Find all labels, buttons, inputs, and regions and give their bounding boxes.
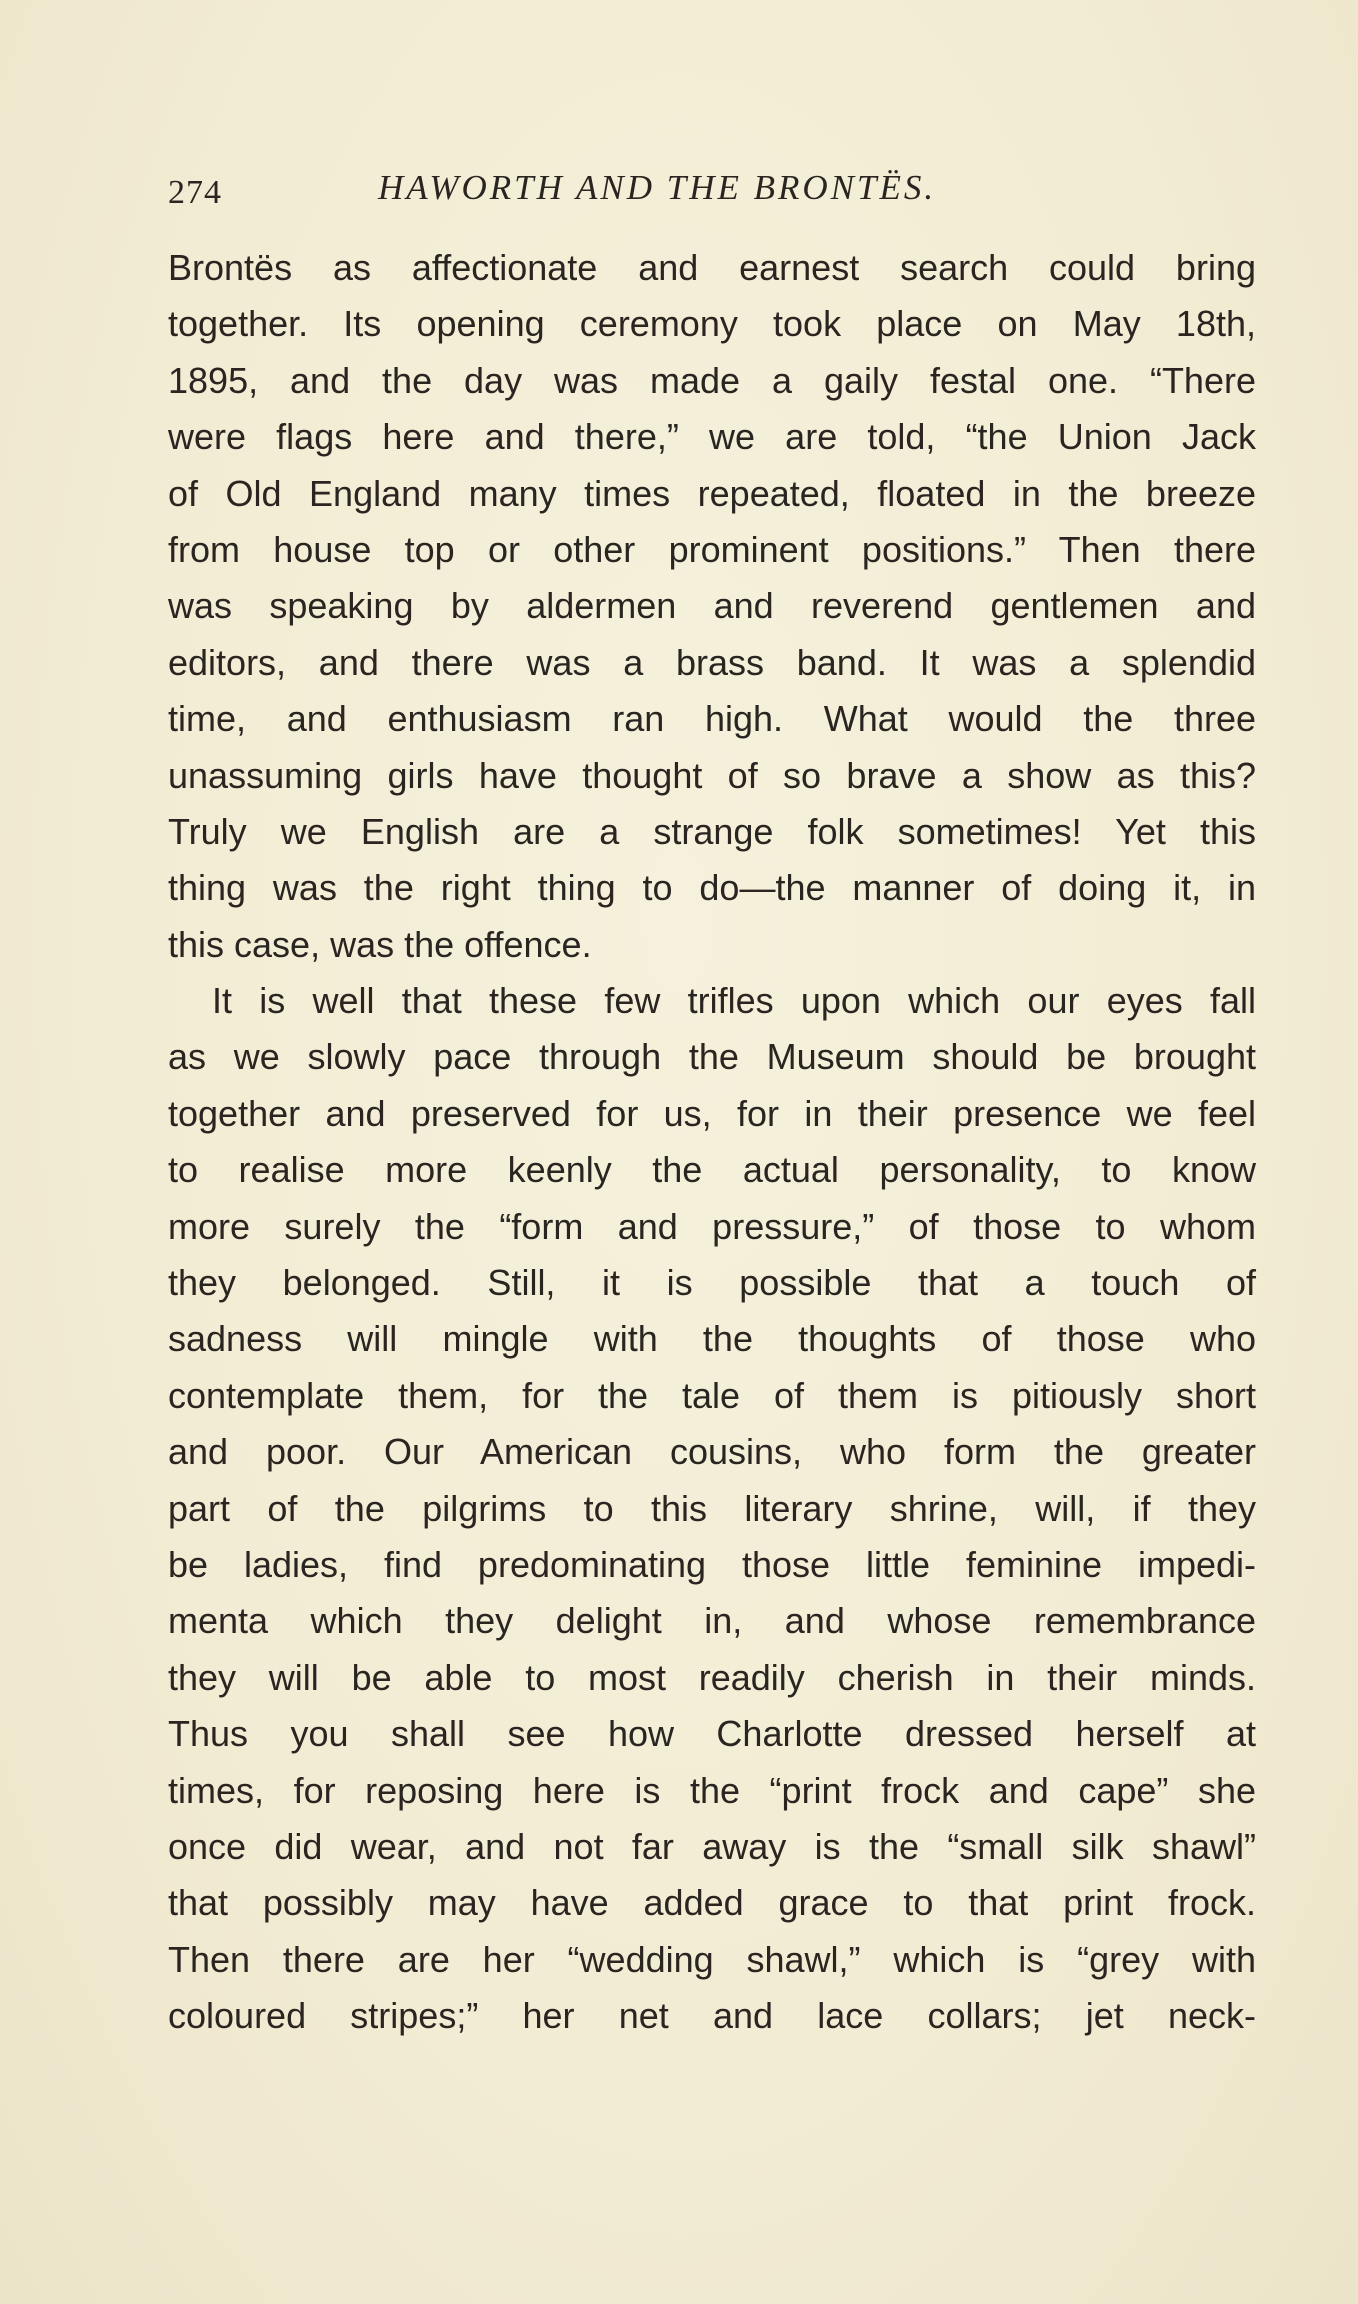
- text-line: together. Its opening ceremony took place on May 18th,: [168, 303, 1256, 345]
- text-line: were flags here and there,” we are told, “the Union Jack: [168, 416, 1256, 458]
- text-line: once did wear, and not far away is the “small silk shawl”: [168, 1825, 1256, 1867]
- text-line: Truly we English are a strange folk sometimes! Yet this: [168, 810, 1256, 852]
- text-line: they will be able to most readily cherish in their minds.: [168, 1656, 1256, 1698]
- text-line: Brontës as affectionate and earnest search could bring: [168, 247, 1256, 288]
- text-line: menta which they delight in, and whose remembrance: [168, 1600, 1256, 1642]
- body-text: [168, 240, 1256, 2045]
- text-line: coloured stripes;” her net and lace collars; jet neck-: [168, 1995, 1256, 2037]
- text-line: times, for reposing here is the “print frock and cape” she: [168, 1769, 1256, 1811]
- running-title: HAWORTH AND THE BRONTËS.: [378, 168, 937, 207]
- text-line: time, and enthusiasm ran high. What would the three: [168, 698, 1256, 740]
- text-line: of Old England many times repeated, floated in the breeze: [168, 472, 1256, 514]
- paragraph-end-line: this case, was the offence.: [168, 923, 592, 965]
- text-line: together and preserved for us, for in their presence we feel: [168, 1092, 1256, 1134]
- text-line: more surely the “form and pressure,” of those to whom: [168, 1205, 1256, 1247]
- running-head: [168, 168, 1258, 212]
- text-line: editors, and there was a brass band. It was a splendid: [168, 641, 1256, 683]
- text-line: thing was the right thing to do—the manner of doing it, in: [168, 867, 1256, 909]
- text-line: part of the pilgrims to this literary shrine, will, if they: [168, 1487, 1256, 1529]
- text-line: 1895, and the day was made a gaily festal one. “There: [168, 359, 1256, 401]
- text-line: be ladies, find predominating those little feminine impedi-: [168, 1543, 1256, 1585]
- paragraph-start-line: It is well that these few trifles upon which our eyes fall: [212, 980, 1256, 1022]
- text-line: to realise more keenly the actual personality, to know: [168, 1149, 1256, 1191]
- text-line: that possibly may have added grace to that print frock.: [168, 1882, 1256, 1924]
- text-line: unassuming girls have thought of so brave a show as this?: [168, 754, 1256, 796]
- text-line: and poor. Our American cousins, who form the greater: [168, 1431, 1256, 1473]
- text-line: sadness will mingle with the thoughts of those who: [168, 1318, 1256, 1360]
- text-line: from house top or other prominent positions.” Then there: [168, 528, 1256, 570]
- page-number: 274: [168, 174, 222, 211]
- text-line: Thus you shall see how Charlotte dressed herself at: [168, 1713, 1256, 1755]
- text-line: they belonged. Still, it is possible that a touch of: [168, 1262, 1256, 1304]
- text-line: contemplate them, for the tale of them is pitiously short: [168, 1374, 1256, 1416]
- text-line: was speaking by aldermen and reverend gentlemen and: [168, 585, 1256, 627]
- text-line: Then there are her “wedding shawl,” which is “grey with: [168, 1938, 1256, 1980]
- text-line: as we slowly pace through the Museum should be brought: [168, 1036, 1256, 1078]
